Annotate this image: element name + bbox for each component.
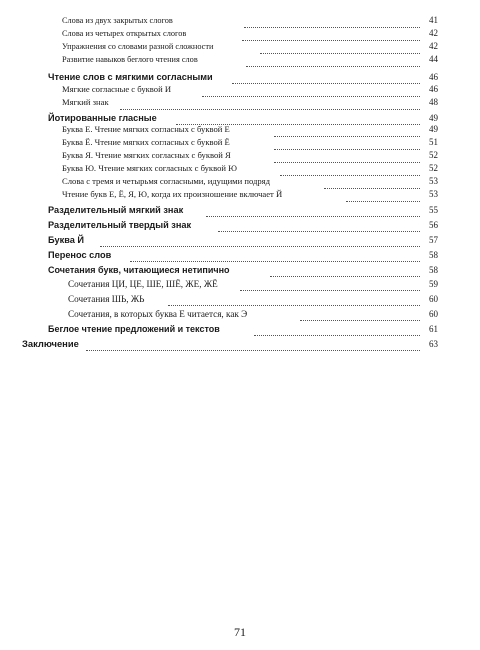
- dot-leader: [232, 71, 420, 84]
- toc-section[interactable]: [48, 234, 438, 246]
- toc-entry-page: 46: [429, 84, 438, 94]
- dot-leader: [246, 54, 420, 67]
- toc-chapter-title: Заключение: [22, 338, 79, 349]
- dot-leader: [270, 264, 420, 277]
- toc-section-title: Беглое чтение предложений и текстов: [48, 324, 220, 334]
- toc-entry-title: Слова из четырех открытых слогов: [62, 29, 187, 38]
- toc-section[interactable]: [48, 323, 438, 335]
- dot-leader: [244, 15, 420, 28]
- dot-leader: [274, 137, 420, 150]
- dot-leader: [240, 278, 420, 291]
- toc-entry-title: Чтение букв Е, Ё, Я, Ю, когда их произношение включает Й: [62, 189, 283, 199]
- toc-section-page: 46: [429, 72, 438, 82]
- toc-section[interactable]: [48, 204, 438, 216]
- toc-entry-title: Буква Я. Чтение мягких согласных с буквой Я: [62, 150, 231, 160]
- toc-entry-page: 44: [429, 54, 438, 64]
- toc-entry[interactable]: [62, 41, 438, 53]
- toc-entry-page: 60: [429, 294, 438, 304]
- dot-leader: [86, 338, 420, 351]
- toc-entry-title: Слова из двух закрытых слогов: [62, 16, 173, 25]
- toc-entry-page: 48: [429, 97, 438, 107]
- dot-leader: [274, 150, 420, 163]
- toc-section-title: Разделительный твердый знак: [48, 220, 192, 230]
- toc-entry[interactable]: [62, 15, 438, 27]
- toc-section-title: Чтение слов с мягкими согласными: [48, 72, 213, 82]
- dot-leader: [168, 293, 420, 306]
- toc-entry-page: 52: [429, 150, 438, 160]
- toc-section-title: Разделительный мягкий знак: [48, 205, 184, 215]
- toc-section[interactable]: [48, 71, 438, 83]
- toc-section-page: 56: [429, 220, 438, 230]
- dot-leader: [324, 176, 420, 189]
- dot-leader: [206, 204, 420, 217]
- dot-leader: [260, 41, 420, 54]
- dot-leader: [218, 219, 420, 232]
- toc-entry[interactable]: [62, 163, 438, 175]
- toc-entry-page: 53: [429, 189, 438, 199]
- toc-entry-page: 51: [429, 137, 438, 147]
- dot-leader: [242, 28, 420, 41]
- toc-chapter-page: 63: [429, 339, 438, 349]
- toc-section-page: 58: [429, 265, 438, 275]
- toc-entry[interactable]: [68, 308, 438, 320]
- dot-leader: [346, 189, 420, 202]
- toc-entry-title: Сочетания ШЬ, ЖЬ: [68, 294, 145, 304]
- toc-section-page: 49: [429, 113, 438, 123]
- dot-leader: [100, 234, 420, 247]
- toc-entry-title: Слова с тремя и четырьмя согласными, идущими подряд: [62, 176, 271, 186]
- dot-leader: [274, 124, 420, 137]
- dot-leader: [130, 249, 420, 262]
- dot-leader: [202, 84, 420, 97]
- toc-entry[interactable]: [68, 293, 438, 305]
- toc-section[interactable]: [48, 264, 438, 276]
- toc-entry-title: Мягкий знак: [62, 97, 109, 107]
- toc-entry-title: Буква Е. Чтение мягких согласных с буквой Е: [62, 124, 230, 134]
- dot-leader: [280, 163, 420, 176]
- toc-chapter[interactable]: [22, 338, 438, 350]
- toc-entry[interactable]: [62, 189, 438, 201]
- toc-entry-title: Сочетания, в которых буква Е читается, как Э: [68, 309, 248, 319]
- toc-section[interactable]: [48, 249, 438, 261]
- toc-section-title: Йотированные гласные: [48, 113, 157, 123]
- toc-section[interactable]: [48, 219, 438, 231]
- page-number: 71: [234, 625, 246, 639]
- toc-entry-title: Мягкие согласные с буквой И: [62, 84, 172, 94]
- toc-section-page: 57: [429, 235, 438, 245]
- toc-section-page: 55: [429, 205, 438, 215]
- toc-entry[interactable]: [62, 54, 438, 66]
- toc-entry[interactable]: [62, 28, 438, 40]
- toc-section-page: 58: [429, 250, 438, 260]
- toc-entry[interactable]: [62, 150, 438, 162]
- toc-entry[interactable]: [62, 176, 438, 188]
- toc-entry-page: 60: [429, 309, 438, 319]
- toc-entry-page: 42: [429, 41, 438, 51]
- toc-entry-page: 49: [429, 124, 438, 134]
- dot-leader: [254, 323, 420, 336]
- dot-leader: [300, 308, 420, 321]
- toc-entry[interactable]: [62, 124, 438, 136]
- toc-section-title: Буква Й: [48, 235, 84, 245]
- toc-section[interactable]: [48, 112, 438, 124]
- toc-entry-page: 41: [429, 15, 438, 25]
- toc-entry[interactable]: [62, 84, 438, 96]
- toc-section-title: Перенос слов: [48, 250, 112, 260]
- toc-entry-title: Буква Ю. Чтение мягких согласных с буквой Ю: [62, 163, 237, 173]
- toc-entry-title: Упражнения со словами разной сложности: [62, 42, 214, 51]
- toc-entry-title: Буква Ё. Чтение мягких согласных с буквой Ё: [62, 137, 230, 147]
- toc-entry-page: 53: [429, 176, 438, 186]
- toc-entry[interactable]: [68, 278, 438, 290]
- toc-entry-page: 42: [429, 28, 438, 38]
- toc-entry[interactable]: [62, 137, 438, 149]
- toc-entry-page: 52: [429, 163, 438, 173]
- toc-entry-title: Развитие навыков беглого чтения слов: [62, 55, 198, 64]
- toc-entry-title: Сочетания ЦИ, ЦЕ, ШЕ, ШЁ, ЖЕ, ЖЁ: [68, 279, 218, 289]
- toc-section-page: 61: [429, 324, 438, 334]
- toc-entry-page: 59: [429, 279, 438, 289]
- toc-section-title: Сочетания букв, читающиеся нетипично: [48, 265, 230, 275]
- toc-entry[interactable]: [62, 97, 438, 109]
- dot-leader: [120, 97, 420, 110]
